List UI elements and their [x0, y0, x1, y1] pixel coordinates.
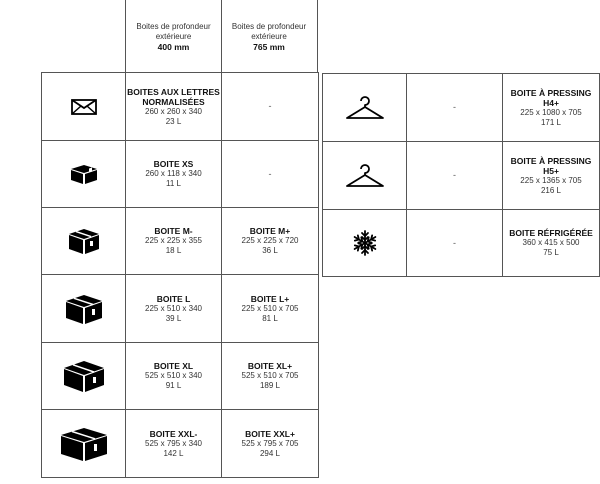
hanger-icon — [345, 163, 385, 189]
box-dimensions: 525 x 795 x 340 — [145, 438, 202, 448]
box-xxl-icon — [59, 426, 109, 462]
icon-cell — [42, 73, 126, 141]
box-volume: 216 L — [540, 185, 562, 195]
box-cell — [126, 275, 222, 343]
box-cell — [126, 343, 222, 410]
box-name: BOITE RÉFRIGÉRÉE — [509, 228, 593, 238]
box-dimensions: 225 x 510 x 705 — [241, 303, 299, 313]
box-name: BOITE À PRESSING H5+ — [510, 155, 592, 176]
table-row — [42, 73, 319, 141]
icon-cell — [42, 141, 126, 208]
box-volume: 39 L — [165, 313, 182, 323]
box-dimensions: 360 x 415 x 500 — [522, 238, 580, 247]
box-dimensions: 225 x 510 x 340 — [145, 303, 202, 313]
header-col-400 — [125, 0, 222, 73]
box-cell — [503, 210, 600, 277]
header-col1-line2: extérieure — [155, 32, 192, 41]
box-volume: 11 L — [166, 179, 181, 188]
box-name: BOITES AUX LETTRES NORMALISÉES — [127, 86, 220, 107]
box-name: BOITE L — [156, 293, 191, 304]
box-volume: 142 L — [163, 448, 184, 458]
empty-dash: - — [268, 101, 272, 111]
table-row — [42, 208, 319, 275]
box-cell — [407, 74, 503, 142]
header-col-765 — [221, 0, 318, 73]
box-dimensions: 225 x 1080 x 705 — [520, 107, 582, 117]
box-cell — [126, 141, 222, 208]
box-l-icon — [64, 293, 104, 325]
header-col2-depth: 765 mm — [253, 42, 285, 52]
box-cell — [503, 74, 600, 142]
box-cell — [407, 142, 503, 210]
box-m-icon — [67, 227, 101, 255]
box-name: BOITE M- — [154, 226, 193, 236]
box-dimensions: 525 x 510 x 340 — [145, 371, 202, 380]
header-col1-depth: 400 mm — [157, 42, 190, 52]
icon-cell — [323, 142, 407, 210]
box-name: BOITE M+ — [249, 226, 291, 236]
icon-cell — [42, 275, 126, 343]
box-dimensions: 225 x 225 x 720 — [241, 236, 299, 245]
table-row — [323, 142, 600, 210]
box-name: BOITE XXL+ — [245, 428, 295, 439]
box-cell — [407, 210, 503, 277]
header-col2-line2: extérieure — [251, 32, 287, 41]
empty-dash: - — [268, 168, 272, 179]
snowflake-icon — [351, 229, 379, 257]
box-cell — [126, 410, 222, 478]
icon-cell — [323, 74, 407, 142]
box-volume: 18 L — [165, 246, 182, 255]
box-cell — [222, 343, 319, 410]
box-dimensions: 525 x 510 x 705 — [241, 371, 299, 380]
box-name: BOITE XL+ — [247, 361, 293, 371]
left-box-table — [41, 72, 319, 478]
box-dimensions: 525 x 795 x 705 — [241, 438, 299, 448]
box-name: BOITE XXL- — [149, 428, 198, 439]
box-cell — [126, 73, 222, 141]
box-cell — [222, 410, 319, 478]
box-dimensions: 225 x 1365 x 705 — [520, 175, 582, 185]
box-dimensions: 225 x 225 x 355 — [145, 236, 202, 245]
box-name: BOITE À PRESSING H4+ — [510, 87, 592, 108]
empty-dash: - — [453, 170, 456, 180]
header-col1-line1: Boites de profondeur — [136, 22, 211, 31]
box-volume: 36 L — [262, 246, 278, 255]
box-name: BOITE L+ — [250, 293, 290, 304]
icon-cell — [42, 208, 126, 275]
box-volume: 91 L — [165, 381, 182, 390]
table-row — [42, 343, 319, 410]
icon-cell — [323, 210, 407, 277]
table-row — [42, 275, 319, 343]
table-row — [42, 141, 319, 208]
box-dimensions: 260 x 118 x 340 — [145, 169, 202, 178]
header-col2-line1: Boites de profondeur — [231, 22, 307, 31]
table-row — [42, 410, 319, 478]
box-cell — [126, 208, 222, 275]
box-volume: 23 L — [165, 116, 182, 126]
hanger-icon — [345, 95, 385, 121]
box-volume: 81 L — [262, 313, 278, 323]
box-cell — [503, 142, 600, 210]
box-volume: 171 L — [540, 117, 562, 127]
box-name: BOITE XL — [153, 361, 194, 371]
box-cell — [222, 275, 319, 343]
box-xl-icon — [62, 359, 106, 393]
right-box-table — [322, 73, 600, 277]
empty-dash: - — [453, 237, 456, 248]
box-volume: 294 L — [259, 448, 281, 458]
empty-dash: - — [453, 102, 456, 112]
icon-cell — [42, 410, 126, 478]
icon-cell — [42, 343, 126, 410]
box-name: BOITE XS — [153, 159, 194, 169]
envelope-icon — [71, 99, 97, 115]
box-volume: 75 L — [543, 248, 559, 257]
table-row — [323, 210, 600, 277]
box-volume: 189 L — [259, 381, 281, 390]
table-row — [323, 74, 600, 142]
box-dimensions: 260 x 260 x 340 — [145, 106, 202, 116]
box-cell — [222, 141, 319, 208]
box-cell — [222, 73, 319, 141]
box-xs-icon — [69, 163, 99, 185]
box-cell — [222, 208, 319, 275]
